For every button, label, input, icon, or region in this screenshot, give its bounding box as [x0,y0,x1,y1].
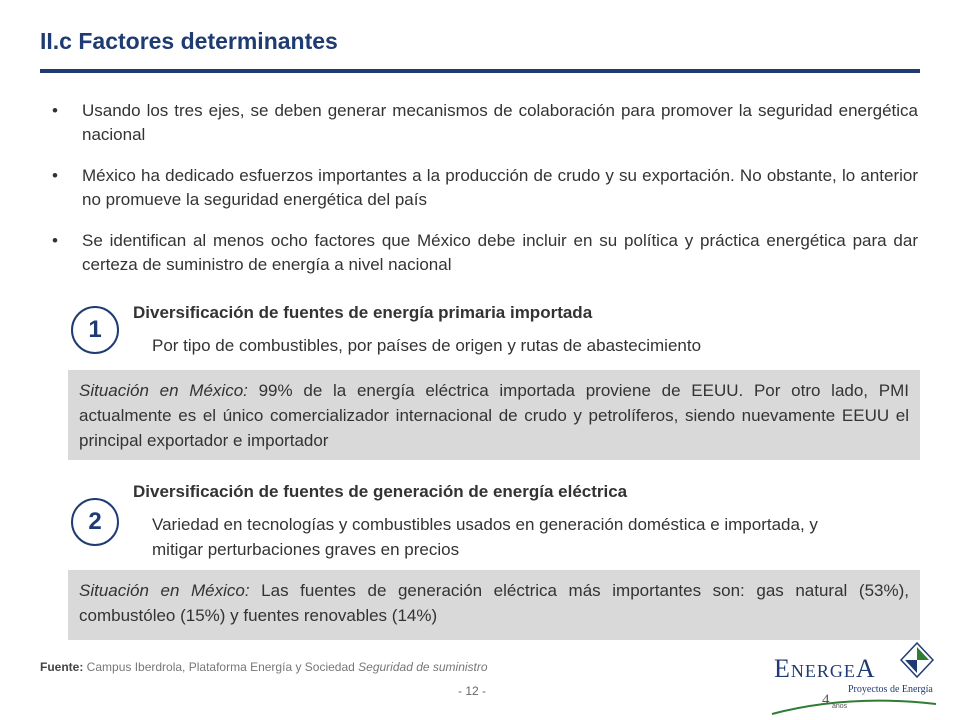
page-number: - 12 - [458,684,487,698]
factor-2-subtext: Variedad en tecnologías y combustibles usados en generación doméstica e importada, y mitigar perturbaciones graves en precios [152,515,818,559]
energea-logo [768,640,940,716]
factor-2-heading: Diversificación de fuentes de generación de energía eléctrica [133,482,628,501]
situation-text: Las fuentes de generación eléctrica más importantes son: gas natural (53%), combustóleo (15%) y fuentes renovables (14%) [79,581,909,625]
factor-1-subtext: Por tipo de combustibles, por países de origen y rutas de abastecimiento [152,336,702,355]
situation-label: Situación en México: [79,581,250,600]
source-text: Campus Iberdrola, Plataforma Energía y Sociedad [83,660,359,674]
situation-label: Situación en México: [79,381,248,400]
anniversary-number: 4 [822,692,830,708]
source-italic: Seguridad de suministro [358,660,488,674]
source-label: Fuente: [40,660,84,674]
bullet-dot: • [52,231,58,250]
swoosh-icon [768,688,940,716]
bullet-item [52,99,918,147]
bullet-list [52,99,918,294]
page-title: II.c Factores determinantes [40,28,338,54]
bullet-dot: • [52,166,58,185]
source-note [40,660,488,674]
bullet-item [52,164,918,212]
bullet-item [52,229,918,277]
logo-wordmark: EnergeA [774,654,876,683]
logo-tagline: Proyectos de Energía [848,684,933,695]
bullet-dot: • [52,101,58,120]
bullet-text: Usando los tres ejes, se deben generar mecanismos de colaboración para promover la seguridad energética nacional [82,101,918,144]
bullet-text: Se identifican al menos ocho factores que México debe incluir en su política y práctica energética para dar certeza de suministro de energía a nivel nacional [82,231,918,274]
bullet-text: México ha dedicado esfuerzos importantes a la producción de crudo y su exportación. No obstante, lo anterior no promueve la seguridad energética del país [82,166,918,209]
leaf-icon [900,642,934,678]
factor-1-situation-box [68,370,920,460]
factor-2-situation-box [68,570,920,640]
factor-2-number-circle: 2 [71,498,119,546]
situation-text: 99% de la energía eléctrica importada proviene de EEUU. Por otro lado, PMI actualmente es el único comercializador internacional de crudo y petrolíferos, siendo nuevamente EEUU el principal exportador e importador [79,381,909,450]
anniversary-label: años [832,703,848,710]
factor-1-number-circle: 1 [71,306,119,354]
factor-1-heading: Diversificación de fuentes de energía primaria importada [133,303,593,322]
title-rule [40,69,920,73]
